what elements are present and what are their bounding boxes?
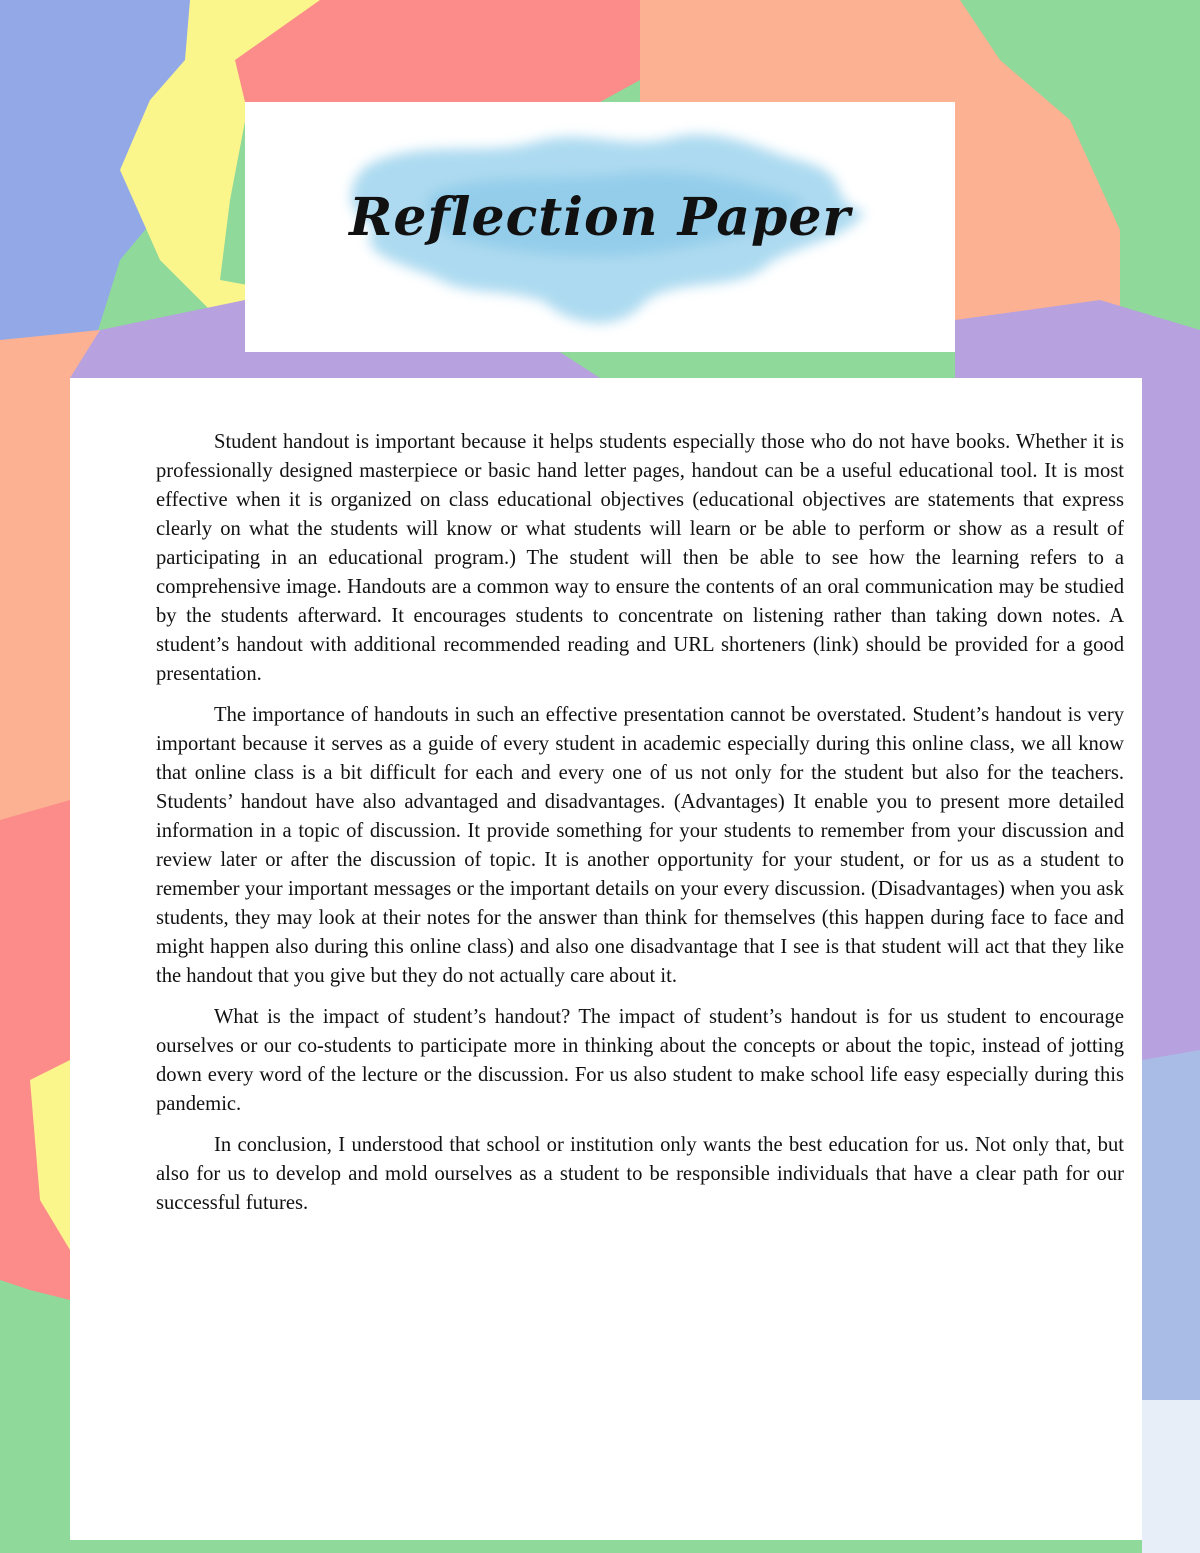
paragraph: What is the impact of student’s handout? The impact of student’s handout is for us student to encourage ourselves or our co-students to participate more in thinking about the concepts or about the topic, instead of jotting down every word of the lecture or the discussion. For us also student to make school life easy especially during this pandemic. [156,1006,1124,1115]
paragraph: Student handout is important because it helps students especially those who do not have books. Whether it is professionally designed masterpiece or basic hand letter pages, handout can be a useful educational tool. It is most effective when it is organized on class educational objectives (educational objectives are statements that express clearly on what the students will know or what students will learn or be able to perform or show as a result of participating in an educational program.) The student will then be able to see how the learning refers to a comprehensive image. Handouts are a common way to ensure the contents of an oral communication may be studied by the students afterward. It encourages students to concentrate on listening rather than taking down notes. A student’s handout with additional recommended reading and URL shorteners (link) should be provided for a good presentation. [156,431,1124,685]
paragraph: The importance of handouts in such an effective presentation cannot be overstated. Student’s handout is very important because it serves as a guide of every student in academic especially during this online class, we all know that online class is a bit difficult for each and every one of us not only for the student but also for the teachers. Students’ handout have also advantaged and disadvantages. (Advantages) It enable you to present more detailed information in a topic of discussion. It provide something for your students to remember from your discussion and review later or after the discussion of topic. It is another opportunity for your student, or for us as a student to remember your important messages or the important details on your every discussion. (Disadvantages) when you ask students, they may look at their notes for the answer than think for themselves (this happen during face to face and might happen also during this online class) and also one disadvantage that I see is that student will act that they like the handout that you give but they do not actually care about it. [156,704,1124,987]
paper-sheet [70,378,1142,1540]
body-text [156,428,1124,1230]
paragraph: In conclusion, I understood that school or institution only wants the best education for us. Not only that, but also for us to develop and mold ourselves as a student to be responsible individuals that have a clear path for our successful futures. [156,1134,1124,1214]
title-banner [245,102,955,352]
page-title: Reflection Paper [349,187,851,248]
